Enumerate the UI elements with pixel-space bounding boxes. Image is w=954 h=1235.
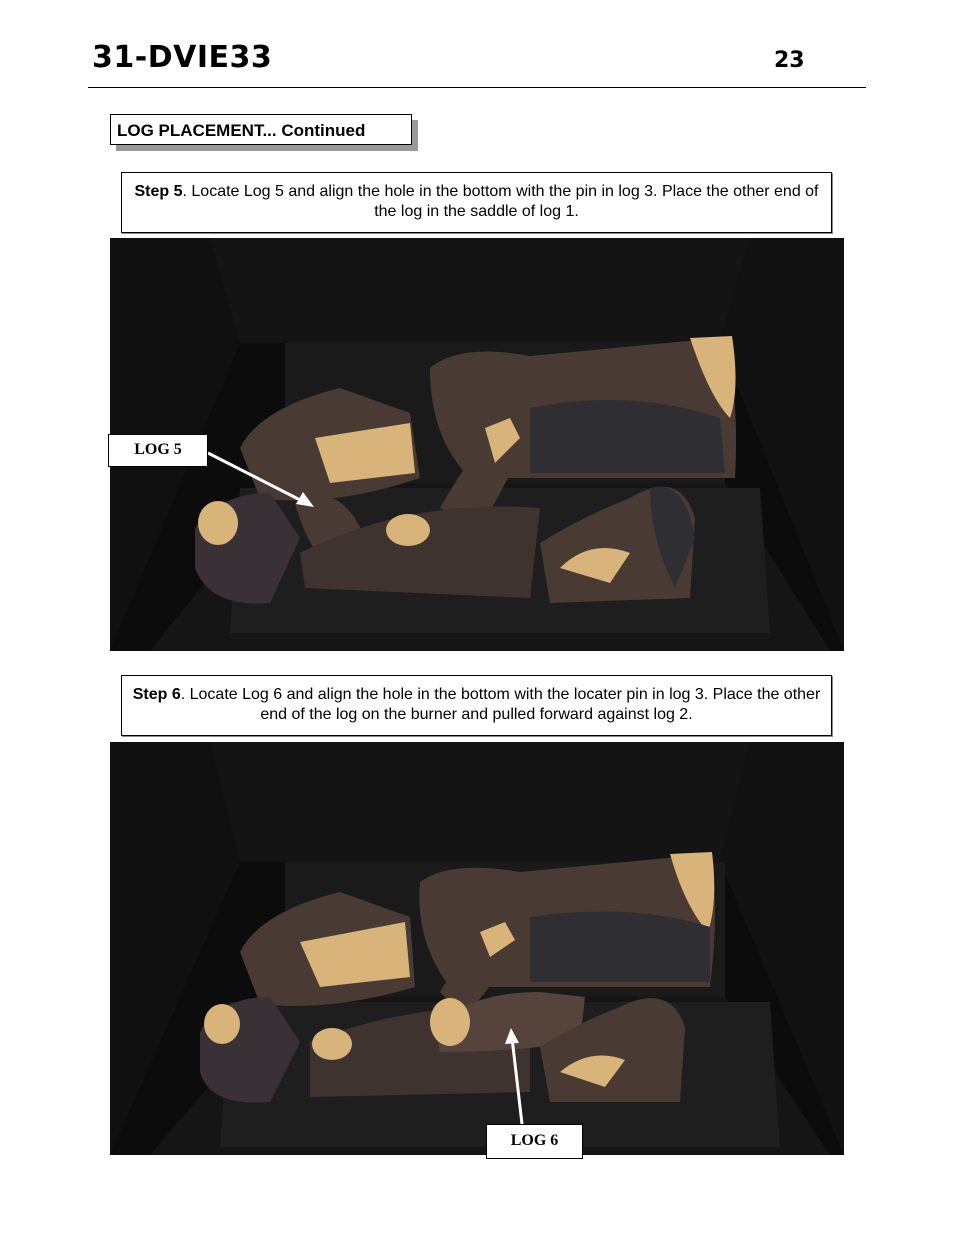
step-5-text: . Locate Log 5 and align the hole in the bottom with the pin in log 3. Place the other end of the log in the saddle of log 1. (182, 183, 819, 220)
step-6-log-photo (110, 742, 844, 1155)
step-5-label: Step 5 (134, 183, 183, 200)
log-6-callout: LOG 6 (486, 1124, 583, 1159)
step-6-text: . Locate Log 6 and align the hole in the bottom with the locater pin in log 3. Place the other end of the log on the burner and pulled forward against log 2. (180, 686, 821, 723)
step-6-label: Step 6 (132, 686, 181, 703)
step-5-log-photo (110, 238, 844, 651)
step-5-instruction-box (121, 172, 832, 233)
page-number: 23 (774, 48, 805, 73)
step-6-instruction-box (121, 675, 832, 736)
document-title: 31-DVIE33 (92, 40, 273, 75)
header-rule (88, 87, 866, 88)
section-heading-box (110, 114, 412, 145)
section-heading: LOG PLACEMENT... Continued (117, 121, 366, 140)
log-5-callout: LOG 5 (108, 434, 208, 467)
